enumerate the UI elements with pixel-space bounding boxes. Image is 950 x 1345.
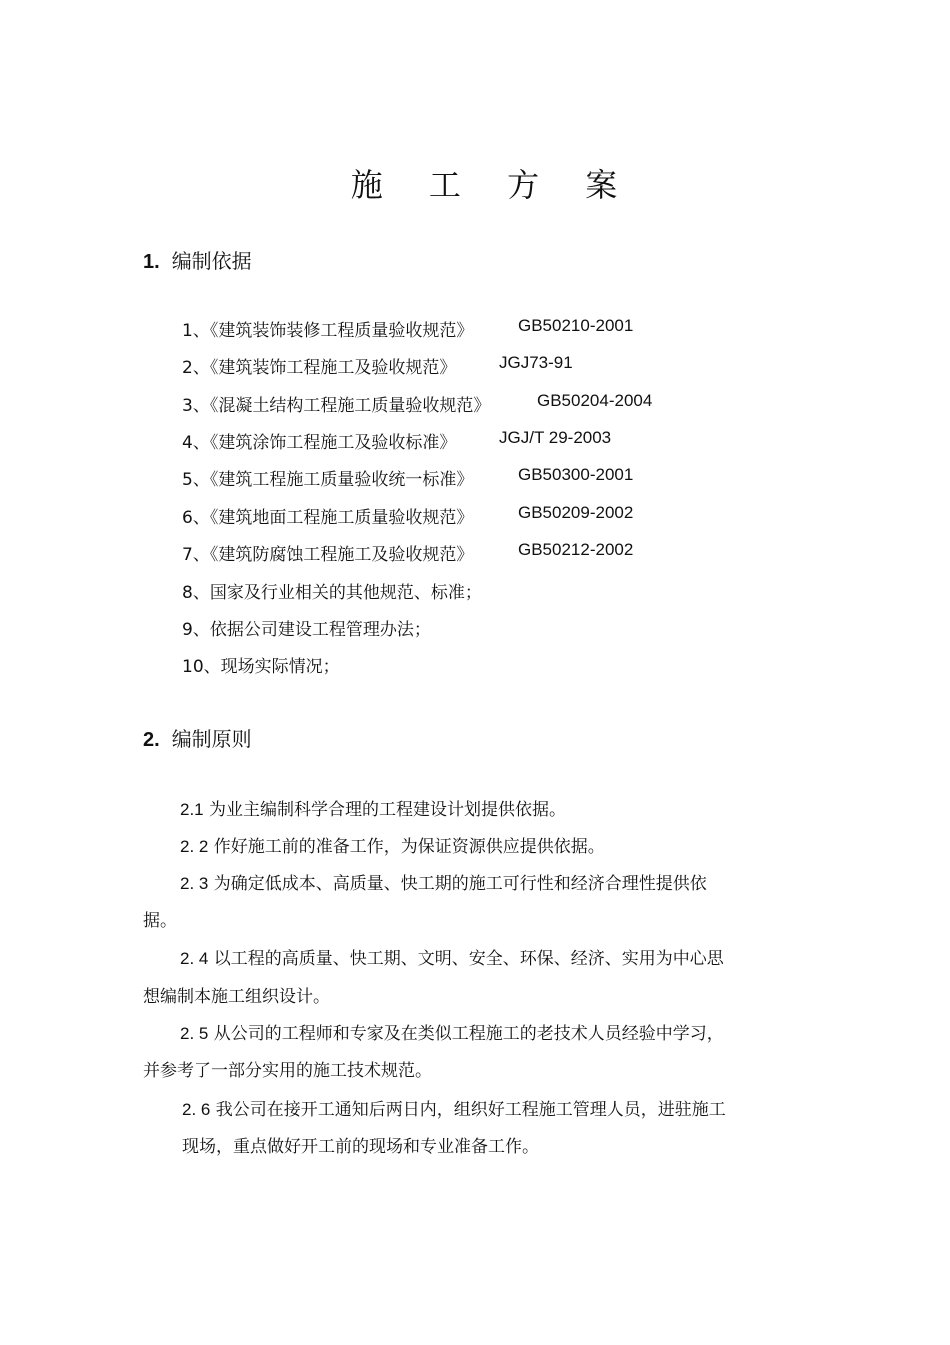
reference-item (182, 353, 573, 378)
reference-text: 8、国家及行业相关的其他规范、标准； (182, 583, 482, 603)
reference-text: 9、依据公司建设工程管理办法； (182, 620, 431, 640)
principle-text: 我公司在接开工通知后两日内，组织好工程施工管理人员，进驻施工 (215, 1100, 726, 1120)
section-2-title: 编制原则 (171, 727, 252, 751)
principle-continuation: 想编制本施工组织设计。 (143, 987, 330, 1007)
principle-item (180, 795, 566, 820)
reference-code: JGJ/T 29-2003 (499, 428, 612, 447)
reference-text: 6、《建筑地面工程施工质量验收规范》 (182, 508, 474, 528)
principle-continuation: 并参考了一部分实用的施工技术规范。 (143, 1061, 432, 1081)
principle-item (180, 944, 724, 969)
reference-text: 7、《建筑防腐蚀工程施工及验收规范》 (182, 545, 474, 565)
principle-text: 为业主编制科学合理的工程建设计划提供依据。 (209, 800, 567, 820)
principle-text: 从公司的工程师和专家及在类似工程施工的老技术人员经验中学习， (213, 1024, 724, 1044)
reference-text: 10、现场实际情况； (182, 657, 340, 677)
section-2-number: 2. (143, 729, 160, 751)
reference-item (182, 615, 431, 640)
reference-text: 3、《混凝土结构工程施工质量验收规范》 (182, 396, 491, 416)
reference-text: 5、《建筑工程施工质量验收统一标准》 (182, 470, 474, 490)
reference-item (182, 428, 612, 453)
reference-code: JGJ73-91 (499, 353, 573, 372)
principle-number: 2. 4 (180, 949, 209, 968)
principle-number: 2. 3 (180, 874, 209, 893)
reference-text: 1、《建筑装饰装修工程质量验收规范》 (182, 321, 474, 341)
principle-item (180, 869, 707, 894)
principle-number: 2.1 (180, 800, 204, 819)
section-2-heading (143, 723, 252, 752)
section-1-title: 编制依据 (171, 249, 252, 273)
reference-code: GB50300-2001 (518, 465, 634, 484)
section-1-number: 1. (143, 251, 160, 273)
principle-item (182, 1095, 726, 1120)
principle-text: 以工程的高质量、快工期、文明、安全、环保、经济、实用为中心思 (213, 949, 724, 969)
reference-item (182, 465, 634, 490)
document-title: 施 工 方 案 (350, 166, 636, 204)
reference-item (182, 540, 634, 565)
reference-text: 2、《建筑装饰工程施工及验收规范》 (182, 358, 457, 378)
reference-code: GB50212-2002 (518, 540, 634, 559)
principle-text: 作好施工前的准备工作，为保证资源供应提供依据。 (213, 837, 605, 857)
reference-item (182, 652, 340, 677)
principle-continuation: 现场，重点做好开工前的现场和专业准备工作。 (182, 1137, 539, 1157)
reference-code: GB50210-2001 (518, 316, 634, 335)
reference-item (182, 578, 482, 603)
principle-item (180, 1019, 724, 1044)
reference-code: GB50209-2002 (518, 503, 634, 522)
principle-number: 2. 5 (180, 1024, 209, 1043)
principle-continuation: 据。 (143, 911, 177, 931)
reference-item (182, 391, 653, 416)
reference-text: 4、《建筑涂饰工程施工及验收标准》 (182, 433, 457, 453)
section-1-heading (143, 245, 252, 274)
principle-number: 2. 2 (180, 837, 209, 856)
principle-text: 为确定低成本、高质量、快工期的施工可行性和经济合理性提供依 (213, 874, 707, 894)
principle-item (180, 832, 605, 857)
reference-code: GB50204-2004 (537, 391, 653, 410)
reference-item (182, 316, 634, 341)
principle-number: 2. 6 (182, 1100, 211, 1119)
reference-item (182, 503, 634, 528)
